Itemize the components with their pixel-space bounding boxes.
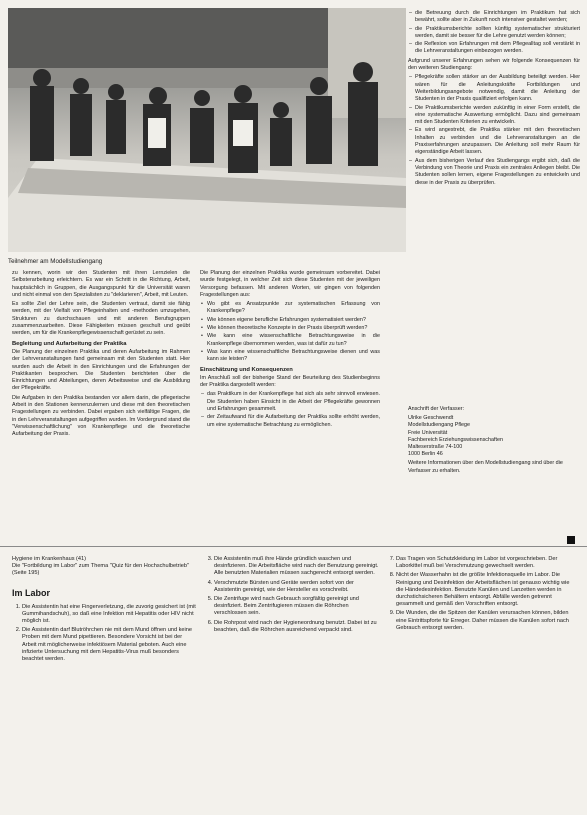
section-divider xyxy=(0,546,587,547)
lecture-photo xyxy=(8,8,406,256)
paragraph: Die Aufgaben in den Praktika bestanden vor allem darin, die pflegerische Arbeit in den Stationen kennenzulernen und diese mit den theoretischen Fragestellungen zu verbinden. Dabei ergaben sich vielfältige Fragen, die in den Lehrveranstaltungen aufgegriffen wurden. Im Vordergrund stand die "Verwissenschaftlichung" von Krankenpflege und die theoretische Aufarbeitung der Praxis. xyxy=(12,394,190,438)
article-end-mark xyxy=(567,536,575,544)
paragraph: Die Planung der einzelnen Praktika und deren Aufarbeitung im Rahmen der Lehrveranstaltungen fand gemeinsam mit den Studenten statt. Hier wurden auch die Arbeit in den Einrichtungen und die Erfahrungen der Praktikanten besprochen. Die Studenten berichteten über die Einrichtungen und Abteilungen, deren Arbeitsweise und die Ausbildung der Pflegekräfte. xyxy=(12,348,190,392)
consequences-list xyxy=(408,74,580,186)
list-item: – Die Praktikumsberichte werden zukünftig in einer Form erstellt, die eine systematische Auswertung ermöglicht. Dazu sind gemeinsam mit den Studenten Kriterien zu entwickeln. xyxy=(415,105,580,127)
list-item: – der Zeitaufwand für die Aufarbeitung der Praktika sollte erhöht werden, um eine systematische Betrachtung zu ermöglichen. xyxy=(207,414,380,429)
list-item: – das Praktikum in der Krankenpflege hat sich als sehr sinnvoll erwiesen. Die Studenten haben Einsicht in die Arbeit der Pflegekräfte gewonnen und Erfahrungen gesammelt. xyxy=(207,391,380,413)
quiz-title: Im Labor xyxy=(12,587,51,598)
quiz-column-3 xyxy=(386,556,578,634)
quiz-item: 6. Die Rohrpost wird nach der Hygieneordnung benutzt. Dabei ist zu beachten, daß die Röhrchen ausreichend verpackt sind. xyxy=(214,620,380,634)
article-column-1 xyxy=(12,270,190,441)
section-heading: Einschätzung und Konsequenzen xyxy=(200,366,293,373)
list-item: • Wie können eigene berufliche Erfahrungen systematisiert werden? xyxy=(207,317,380,324)
quiz-column-2 xyxy=(204,556,380,636)
quiz-list-2 xyxy=(204,556,380,634)
quiz-intro: Hygiene im Krankenhaus (41) Die "Fortbildung im Labor" zum Thema "Quiz für den Hochschulbetrieb" (Seite 195) xyxy=(12,556,189,577)
quiz-column-1 xyxy=(12,556,197,665)
article-column-3 xyxy=(408,10,580,189)
address-line: Ulrike Geschwendt xyxy=(408,415,454,422)
address-line: 1000 Berlin 46 xyxy=(408,451,443,458)
paragraph: zu kennen, worin wir den Studenten mit ihren Lernzielen die Selbsterarbeitung erleichtern. Es war ein Schritt in die Richtung, Arbeit, hauptsächlich in Gruppen, die Ausgangspunkt für die Universität waren und nicht einmal von den Spezialisten zu "deklarieren", Arbeit, mit Leuten. xyxy=(12,270,190,298)
list-item: – Aus dem bisherigen Verlauf des Studiengangs ergibt sich, daß die Verbindung von Theorie und Praxis ein zentrales Anliegen bleibt. Die Studenten sollen lernen, eigene Fragestellungen zu entwickeln und diese in der Praxis zu überprüfen. xyxy=(415,158,580,187)
address-note: Weitere Informationen über den Modellstudiengang sind über die Verfasser zu erhalten. xyxy=(408,460,563,474)
section-heading: Begleitung und Aufarbeitung der Praktika xyxy=(12,340,127,347)
question-list xyxy=(200,301,380,363)
quiz-item: 9. Die Wunden, die die Spitzen der Kanülen verursachen können, bilden eine Eintrittspforte für Erreger. Daher müssen die Kanülen sofort nach Gebrauch entsorgt werden. xyxy=(396,610,578,632)
list-item: – Pflegekräfte sollen stärker an der Ausbildung beteiligt werden. Hier wären für die Anleitungskräfte Fortbildungen und Weiterbildungsangebote notwendig, damit die Anleitung der Studenten in der Praxis qualifiziert erfolgen kann. xyxy=(415,74,580,103)
quiz-item: 8. Nicht der Wasserhahn ist die größte Infektionsquelle im Labor. Die Reinigung und Desinfektion der Arbeitsflächen ist genauso wichtig wie die Händedesinfektion. Benutzte Kanülen und Lanzetten werden in durchstichsicheren Behältern entsorgt. Abfälle werden getrennt gesammelt und gemäß den Vorschriften entsorgt. xyxy=(396,572,578,608)
list-item: • Wie kann eine wissenschaftliche Betrachtungsweise in die Krankenpflege übernommen werden, was ist dafür zu tun? xyxy=(207,333,380,348)
quiz-item: 1. Die Assistentin hat eine Fingerverletzung, die zuvorig gesichert ist (mit Gummihandschuh), so daß eine Infektion mit Hepatitis oder HIV nicht möglich ist. xyxy=(22,604,197,626)
lecture-photo-illustration xyxy=(8,8,406,256)
quiz-item: 2. Die Assistentin darf Blutröhrchen nie mit dem Mund öffnen und keine Proben mit dem Mund pipettieren. Besondere Vorsicht ist bei der Arbeit mit möglicherweise infektiösem Material geboten. Auch eine infizierte Untersuchung mit dem Hepatitis-Virus muß besonders beachtet werden. xyxy=(22,627,197,663)
article-column-2 xyxy=(200,270,380,431)
address-line: Fachbereich Erziehungswissenschaften xyxy=(408,436,503,443)
list-item: • Wo gibt es Ansatzpunkte zur systematischen Erfassung von Krankenpflege? xyxy=(207,301,380,316)
paragraph: Die Planung der einzelnen Praktika wurde gemeinsam vorbereitet. Dabei wurde festgelegt, in welcher Zeit sich diese Studenten mit der jeweiligen Versorgung befassen. Mit anderen Worten, wir gingen von folgenden Fragestellungen aus: xyxy=(200,270,380,298)
author-address xyxy=(408,406,574,475)
list-item: • Wie können theoretische Konzepte in der Praxis überprüft werden? xyxy=(207,325,380,332)
assessment-list xyxy=(200,391,380,428)
list-item: – die Praktikumsberichte sollten künftig systematischer strukturiert werden, damit sie besser für die Lehre genutzt werden können; xyxy=(415,26,580,41)
list-item: • Was kann eine wissenschaftliche Betrachtungsweise dienen und was kann sie leisten? xyxy=(207,349,380,364)
address-line: Modellstudiengang Pflege xyxy=(408,422,471,429)
address-line: Anschrift der Verfasser: xyxy=(408,406,465,412)
address-line: Malteserstraße 74-100 xyxy=(408,444,463,451)
quiz-item: 4. Verschmutzte Bürsten und Geräte werden sofort von der Assistentin gereinigt, wie der Hersteller es vorschreibt. xyxy=(214,580,380,594)
list-item: – Es wird angestrebt, die Praktika stärker mit den theoretischen Inhalten zu verbinden und die Lehrveranstaltungen an die Praxiserfahrungen anzupassen. Die Anleitung soll mehr Raum für eigenständige Arbeit lassen. xyxy=(415,127,580,156)
list-item: – die Reflexion von Erfahrungen mit dem Pflegealltag soll verstärkt in die Lehrveranstaltungen einbezogen werden. xyxy=(415,41,580,56)
paragraph: Es sollte Ziel der Lehre sein, die Studenten vertraut, damit sie fähig werden, mit der Vielfalt von Pflegeinhalten und -methoden umzugehen, Strukturen zu durchschauen und mit anderen Berufsgruppen zusammenzuarbeiten. Diese Fähigkeiten müssen geschult und geübt werden, um für die Krankenpflegewissenschaft gerüstet zu sein. xyxy=(12,301,190,337)
address-line: Freie Universität xyxy=(408,429,448,436)
quiz-item: 7. Das Tragen von Schutzkleidung im Labor ist vorgeschrieben. Der Laborkittel muß bei Verschmutzung gewechselt werden. xyxy=(396,556,578,570)
quiz-item: 5. Die Zentrifuge wird nach Gebrauch sorgfältig gereinigt und desinfiziert. Beim Zentrifugieren müssen die Röhrchen verschlossen sein. xyxy=(214,596,380,618)
paragraph: Aufgrund unserer Erfahrungen sehen wir folgende Konsequenzen für den weiteren Studiengang: xyxy=(408,57,580,72)
assessment-list-continued xyxy=(408,10,580,56)
quiz-list-3 xyxy=(386,556,578,632)
photo-caption: Teilnehmer am Modellstudiengang xyxy=(8,258,103,265)
list-item: – die Betreuung durch die Einrichtungen im Praktikum hat sich bewährt, sollte aber in Zukunft noch intensiver gestaltet werden; xyxy=(415,10,580,25)
quiz-item: 3. Die Assistentin muß ihre Hände gründlich waschen und desinfizieren. Die Arbeitsfläche wird nach der Benutzung gereinigt. Alle benutzten Materialien müssen sachgerecht entsorgt werden. xyxy=(214,556,380,578)
quiz-list-1 xyxy=(12,604,197,664)
paragraph: Im Anschluß soll der bisherige Stand der Beurteilung des Studienbeginns der Praktika dargestellt werden: xyxy=(200,374,380,389)
